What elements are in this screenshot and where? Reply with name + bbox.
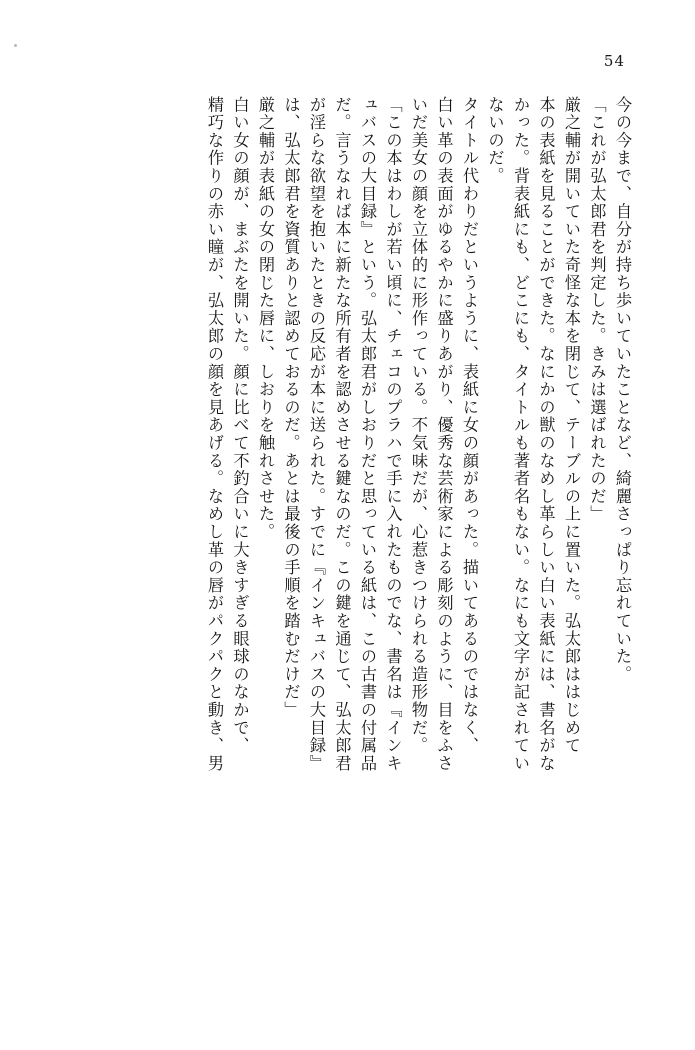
vertical-text-body — [60, 96, 630, 976]
text-column: ュバスの大目録』という。弘太郎君がしおりだと思っている紙は、この古書の付属品 — [358, 96, 377, 773]
text-column: が淫らな欲望を抱いたときの反応が本に送られた。すでに『インキュバスの大目録』 — [307, 96, 326, 773]
text-column: だ。言うなれば本に新たな所有者を認めさせる鍵なのだ。この鍵を通じて、弘太郎君 — [332, 96, 352, 773]
text-column: ないのだ。 — [485, 96, 505, 185]
text-column: 精巧な作りの赤い瞳が、弘太郎の顔を見あげる。なめし革の唇がパクパクと動き、男 — [205, 96, 224, 773]
text-column: 厳之輔が表紙の女の閉じた唇に、しおりを触れさせた。 — [256, 96, 275, 541]
text-column: 厳之輔が開いていた奇怪な本を閉じて、テーブルの上に置いた。弘太郎ははじめて — [562, 96, 581, 755]
text-column: は、弘太郎君を資質ありと認めておるのだ。あとは最後の手順を踏むだけだ」 — [281, 96, 301, 719]
text-column: かった。背表紙にも、どこにも、タイトルも著者名もない。なにも文字が記されてい — [511, 96, 530, 773]
corner-mark — [14, 44, 17, 47]
text-column: タイトル代わりだというように、表紙に女の顔があった。描いてあるのではなく、 — [460, 96, 479, 755]
text-column: 「これが弘太郎君を判定した。きみは選ばれたのだ」 — [587, 96, 607, 524]
text-column: いだ美女の顔を立体的に形作っている。不気味だが、心惹きつけられる造形物だ。 — [409, 96, 428, 755]
text-column: 白い革の表面がゆるやかに盛りあがり、優秀な芸術家による彫刻のように、目をふさ — [434, 96, 454, 773]
text-column: 本の表紙を見ることができた。なにかの獣のなめし革らしい白い表紙には、書名がな — [536, 96, 556, 773]
page-number: 54 — [603, 52, 625, 70]
text-column: 今の今まで、自分が持ち歩いていたことなど、綺麗さっぱり忘れていた。 — [613, 96, 632, 684]
text-column: 「この本はわしが若い頃に、チェコのプラハで手に入れたものでな、書名は『インキ — [383, 96, 403, 773]
text-column: 白い女の顔が、まぶたを開いた。顔に比べて不釣合いに大きすぎる眼球のなかで、 — [230, 96, 250, 755]
